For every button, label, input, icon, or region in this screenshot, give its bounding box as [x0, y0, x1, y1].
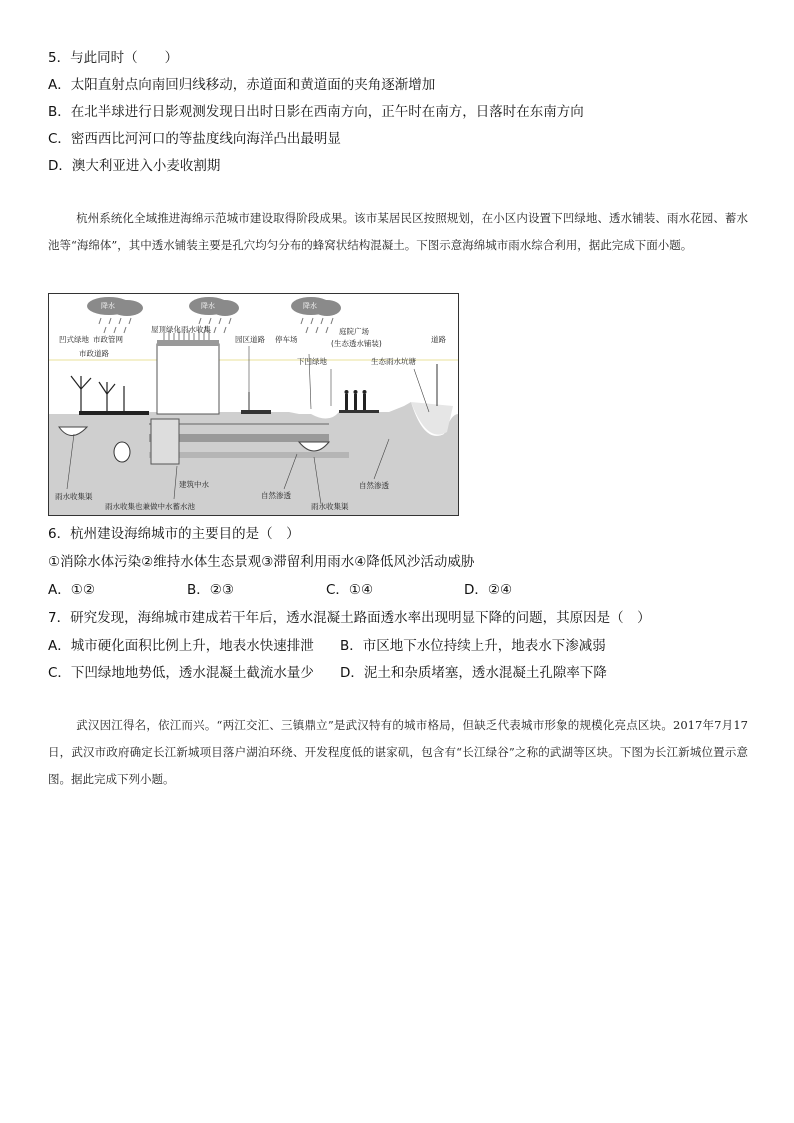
- label-courtyard: 庭院广场: [339, 327, 369, 336]
- q5-option-b: B．在北半球进行日影观测发现日出时日影在西南方向，正午时在南方，日落时在东南方向: [48, 104, 584, 120]
- q5-stem: 5．与此同时（ ）: [48, 50, 179, 66]
- passage-hangzhou-text: 杭州系统化全域推进海绵示范城市建设取得阶段成果。该市某居民区按照规划，在小区内设置下凹绿地、透水铺装、雨水花园、蓄水池等“海绵体”，其中透水铺装主要是孔穴均匀分布的蜂窝状结构混凝土。下图示意海绵城市雨水综合利用，据此完成下面小题。: [48, 211, 748, 252]
- label-sunken-green: 凹式绿地: [59, 335, 89, 344]
- label-municipal-road: 市政道路: [79, 349, 109, 358]
- q7-stem: 7．研究发现，海绵城市建成若干年后，透水混凝土路面透水率出现明显下降的问题，其原因是（ ）: [48, 610, 651, 626]
- label-road: 道路: [431, 335, 446, 344]
- q6-stem: 6．杭州建设海绵城市的主要目的是（ ）: [48, 526, 300, 542]
- cloud-label-2: 降水: [201, 302, 215, 310]
- label-rain-collect-left: 雨水收集渠: [55, 492, 93, 501]
- label-rain-collect-right: 雨水收集渠: [311, 502, 349, 511]
- q6-option-b: B．②③: [187, 582, 234, 598]
- q7-option-b: B．市区地下水位持续上升，地表水下渗减弱: [340, 638, 606, 654]
- label-natural-seep-1: 自然渗透: [261, 491, 291, 500]
- q7-option-d: D．泥土和杂质堵塞，透水混凝土孔隙率下降: [340, 665, 607, 681]
- label-natural-seep-2: 自然渗透: [359, 481, 389, 490]
- q7-options-row2: [48, 663, 748, 683]
- passage-hangzhou: [48, 205, 748, 259]
- label-park-road: 园区道路: [235, 335, 265, 344]
- q6-option-c: C．①④: [326, 582, 374, 598]
- label-tank: 雨水收集也兼做中水蓄水池: [105, 502, 195, 511]
- q5-option-a: A．太阳直射点向南回归线移动，赤道面和黄道面的夹角逐渐增加: [48, 77, 436, 93]
- cloud-label-3: 降水: [303, 302, 317, 310]
- passage-wuhan-text: 武汉因江得名，依江而兴。“两江交汇、三镇鼎立”是武汉特有的城市格局，但缺乏代表城市形象的规模化亮点区块。2017年7月17日，武汉市政府确定长江新城项目落户湖泊环绕、开发程度低的谌家矶，包含有“长江绿谷”之称的武湖等区块。下图为长江新城位置示意图。据此完成下列小题。: [48, 718, 748, 786]
- q7-option-a: A．城市硬化面积比例上升，地表水快速排泄: [48, 638, 314, 654]
- q7-option-c: C．下凹绿地地势低，透水混凝土截流水量少: [48, 665, 314, 681]
- q5-option-c: C．密西西比河河口的等盐度线向海洋凸出最明显: [48, 131, 341, 147]
- q5-option-d: D．澳大利亚进入小麦收割期: [48, 158, 221, 174]
- passage-wuhan: [48, 712, 748, 793]
- label-roof-green: 屋顶绿化雨水收集: [151, 325, 211, 334]
- q7-options-row1: [48, 636, 748, 656]
- q6-option-a: A．①②: [48, 582, 95, 598]
- cloud-label-1: 降水: [101, 302, 115, 310]
- q6-statements: ①消除水体污染②维持水体生态景观③滞留利用雨水④降低风沙活动威胁: [48, 554, 475, 570]
- label-building-water: 建筑中水: [179, 480, 209, 489]
- label-courtyard-sub: (生态透水铺装): [331, 339, 382, 348]
- label-municipal-pipe: 市政管网: [93, 335, 123, 344]
- label-eco-pond: 生态雨水坑塘: [371, 357, 416, 366]
- label-parking: 停车场: [275, 335, 298, 344]
- q6-options: [48, 580, 748, 600]
- sponge-city-diagram: [48, 293, 459, 516]
- q6-option-d: D．②④: [464, 582, 513, 598]
- label-lower-green: 下凹绿地: [297, 357, 327, 366]
